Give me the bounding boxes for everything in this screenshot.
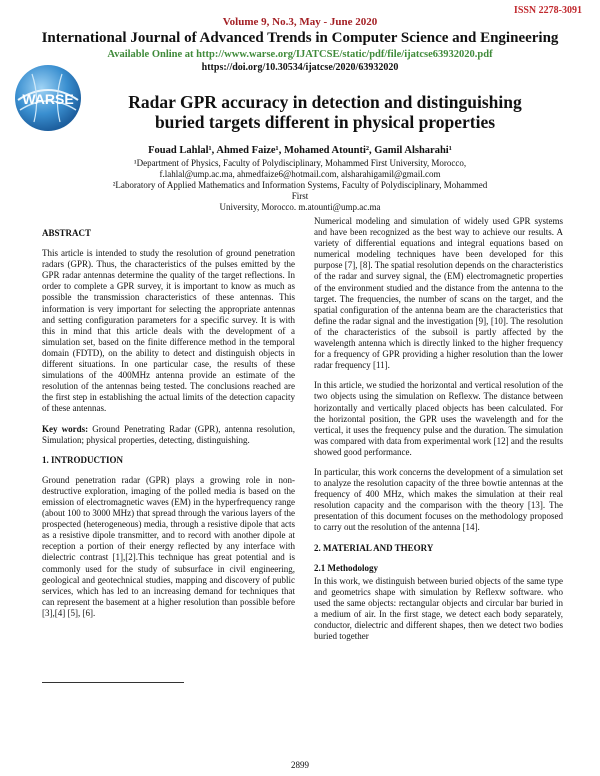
journal-name: International Journal of Advanced Trends in Computer Science and Engineering: [41, 30, 559, 46]
right-column: [314, 216, 563, 651]
abstract-heading: ABSTRACT: [42, 228, 92, 238]
authors: Fouad Lahlal¹, Ahmed Faize¹, Mohamed Atounti², Gamil Alsharahi¹: [148, 145, 452, 156]
subsection-2-1-heading: 2.1 Methodology: [314, 562, 378, 573]
affiliations: [110, 158, 490, 213]
available-online-link[interactable]: Available Online at http://www.warse.org/IJATCSE/static/pdf/file/ijatcse63932020.pdf: [107, 49, 493, 60]
title-line-1: Radar GPR accuracy in detection and distinguishing: [128, 92, 522, 112]
affiliation-1-line-1: ¹Department of Physics, Faculty of Polydisciplinary, Mohammed First University, Morocco,: [133, 158, 467, 168]
introduction-heading: 1. INTRODUCTION: [42, 454, 124, 465]
section-2-heading: 2. MATERIAL AND THEORY: [314, 542, 434, 553]
right-paragraph-2: In this article, we studied the horizontal and vertical resolution of the two objects using the simulation on Reflexw. The distance between horizontally and vertically placed objects has been calculated. For the horizontal position, the GPR uses the wavelength and for the vertical, it uses the frequency pulse and the duration. The simulation was compared with data from experimental work [12] and the results showed good performance.: [314, 380, 563, 457]
left-column: [42, 228, 295, 628]
abstract-text: This article is intended to study the resolution of ground penetration radars (GPR). Thus, the characteristics of the pulses emitted by the GPR radar antennas determine the quality of the target reflections. In order to complete a GPR survey, it is important to know as much as possible the transmission characteristics of these antennas. This information is very important for selecting the appropriate antennas and setting configuration parameters for a specific survey. It is with this in mind that this article deals with the development of a simulation set, based on the finite difference method in the temporal domain (FDTD), on the ability to detect and distinguish objects in different situations. In one particular case, the results of these simulations of the 400MHz antenna provide an estimate of the resolution of the antennas being tested. The conclusions reached are the first step in establishing the actual limits of the detection capacity of these antennas.: [42, 248, 295, 414]
right-paragraph-1: Numerical modeling and simulation of widely used GPR systems and have been recognized as the best way to achieve our results. A variety of differential equations and integral equations based on numerical modeling techniques have been developed for this purpose [7], [8]. The spatial resolution depends on the characteristics of the radar and survey signal, the (EM) electromagnetic properties of the environment studied and the distance from the antenna to the target. The frequencies, the number of scans on the target, and the spatial configuration of the antenna beam are the characteristics that define the radar signal and the investigation [9], [10]. The resolution of the characteristics of the subsoil is partly affected by the wavelength antenna which is directly linked to the higher frequency for a frequency of GPR providing a higher resolution than the lower radar frequency [11].: [314, 216, 563, 371]
logo-text: WARSE: [22, 91, 74, 107]
right-paragraph-3: In particular, this work concerns the development of a simulation set to analyze the resolution capacity of the three bowtie antennas at the frequency of 400 MHz, which makes the simulation at their real resolution capacity and the comparison with the theory [13]. The presentation of this document focuses on the methodology proposed to carry out the resolution of the antenna [14].: [314, 466, 563, 533]
volume-line: Volume 9, No.3, May - June 2020: [222, 16, 378, 28]
introduction-text: Ground penetration radar (GPR) plays a growing role in non-destructive exploration, imaging of the polled media is based on the emission of electromagnetic waves (EM) in the hyperfrequency range (about 100 to 3000 MHz) that spread through the various layers of the prospected (heterogeneous) media, through a resistive dipole that acts as a resistive dipole transmitter, and to record with another dipole at reception a portion of their energy reflected by any interface with dielectric contrast [1],[2].This technique has great potential and is commonly used for the study of subsurface in civil engineering, geological and geotechnical studies, mapping and discovery of public services, which has led to an increasing demand for techniques that can represent the basement at a higher resolution than possible before [3],[4] [5], [6].: [42, 474, 295, 618]
keywords: [42, 424, 295, 446]
page-number: 2899: [291, 760, 309, 770]
affiliation-2-line-2: University, Morocco. m.atounti@ump.ac.ma: [219, 202, 381, 212]
warse-logo: [10, 60, 86, 136]
paper-title: [90, 92, 560, 132]
right-paragraph-4: In this work, we distinguish between buried objects of the same type and geometrics shape with simulation by Reflexw software. who used the same objects: rectangular objects and circular bar buried in a medium of air. In the first stage, we detect each body separately, conductor, dielectric and different shapes, then we detect two bodies buried together: [314, 575, 563, 642]
keywords-text: Ground Penetrating Radar (GPR), antenna resolution, Simulation; physical properties, detecting, distinguishing.: [42, 423, 295, 445]
issn: ISSN 2278-3091: [513, 5, 582, 16]
keywords-label: Key words:: [42, 423, 89, 434]
doi-link[interactable]: https://doi.org/10.30534/ijatcse/2020/63932020: [201, 62, 399, 73]
affiliation-2-line-1: ²Laboratory of Applied Mathematics and Information Systems, Faculty of Polydisciplinary, Mohammed First: [112, 180, 488, 201]
title-line-2: buried targets different in physical properties: [154, 112, 496, 132]
affiliation-1-line-2: f.lahlal@ump.ac.ma, ahmedfaize6@hotmail.com, alsharahigamil@gmail.com: [159, 169, 441, 179]
footnote-divider: [42, 682, 184, 683]
